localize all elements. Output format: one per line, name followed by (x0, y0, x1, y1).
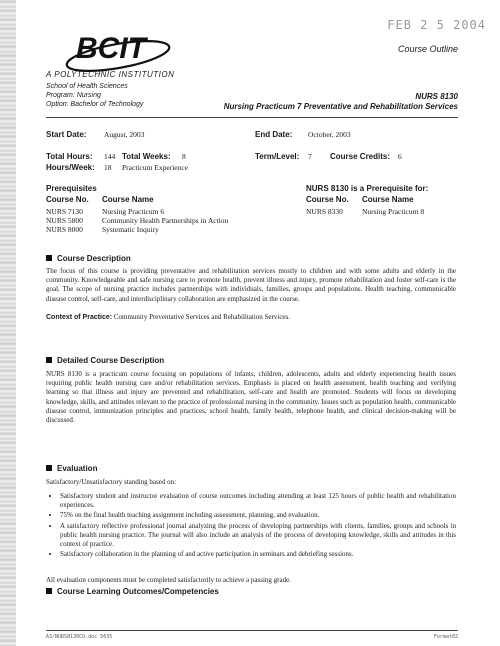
section-title: Course Description (57, 254, 131, 263)
hours-week-note: Practicum Experience (122, 163, 189, 172)
hours-week-label: Hours/Week: (46, 163, 95, 172)
section-bullet-icon (46, 588, 52, 594)
course-description-text: The focus of this course is providing preventative and rehabilitation services mostly to children and with some adults and elderly in the community. Knowledgeable and safe nursing care to promote health, prevent illness and injury, promote rehabilitation and foster self-care is the goal. The scope of nursing practice includes partnerships with individuals, families, groups and populations. Health teaching, communicable disease control, self-care, and interdisciplinary collaboration are emphasized in the course. (46, 267, 456, 303)
prereq-name: Community Health Partnerships in Action (102, 216, 229, 225)
prereq-for-col-no: Course No. (306, 195, 349, 204)
start-date-value: August, 2003 (104, 130, 145, 139)
prereq-for-name: Nursing Practicum 8 (362, 207, 425, 216)
section-title: Course Learning Outcomes/Competencies (57, 587, 219, 596)
section-bullet-icon (46, 255, 52, 261)
course-credits-label: Course Credits: (330, 152, 391, 161)
table-row (46, 207, 234, 216)
detailed-description-text: NURS 8130 is a practicum course focusing on populations of infants, children, adolescents, adults and elderly experiencing health issues requiring public health nursing care and/or rehabilitation services. Emphasis is placed on health assessment, health teaching and verifying learning so that illness and injury are prevented and rehabilitation, self-care and health are promoted. Students will focus on developing knowledge, skills, and attitudes relevant to the practice of professional nursing in the community. Issues such as population health, communicable disease control, immunization principles and practices, school health, family health, telephone health, and clinical decision-making will be discussed. (46, 370, 456, 425)
list-item: • Satisfactory collaboration in the planning of and active participation in seminars and debriefing sessions. (60, 550, 456, 559)
course-credits-value: 6 (398, 152, 402, 161)
prereq-table (46, 207, 234, 234)
section-bullet-icon (46, 465, 52, 471)
total-weeks-label: Total Weeks: (122, 152, 171, 161)
end-date-value: October, 2003 (308, 130, 351, 139)
footer-file: A3/NURS8130CO.doc 5635 (46, 634, 113, 640)
term-level-value: 7 (308, 152, 312, 161)
section-title: Evaluation (57, 464, 98, 473)
doc-type: Course Outline (397, 44, 458, 54)
footer-rule (46, 630, 458, 631)
outcomes-heading (46, 587, 219, 596)
course-title: Nursing Practicum 7 Preventative and Rehabilitation Services (223, 102, 458, 111)
prereq-no: NURS 8000 (46, 225, 83, 234)
school-name: School of Health Sciences (46, 83, 128, 90)
prereq-name: Systematic Inquiry (102, 225, 159, 234)
evaluation-intro: Satisfactory/Unsatisfactory standing based on: (46, 478, 177, 486)
prereq-for-no: NURS 8330 (306, 207, 343, 216)
start-date-label: Start Date: (46, 130, 87, 139)
section-bullet-icon (46, 357, 52, 363)
context-label: Context of Practice: (46, 314, 113, 321)
list-item: • A satisfactory reflective professional journal analyzing the process of developing partnerships with clients, families, groups and schools in public health nursing practice. The journal will also include an analysis of the process of developing knowledge, skills and attitudes in this context of practice. (60, 522, 456, 550)
section-title: Detailed Course Description (57, 356, 165, 365)
table-row (46, 216, 234, 225)
list-item: • Satisfactory student and instructor evaluation of course outcomes including attending at least 125 hours of public health and rehabilitation experiences. (60, 492, 456, 510)
total-weeks-value: 8 (182, 152, 186, 161)
logo-text: BCIT (76, 32, 146, 65)
prereq-col-name: Course Name (102, 195, 154, 204)
prereq-no: NURS 7130 (46, 207, 83, 216)
list-item: • 75% on the final health teaching assignment including assessment, planning, and evaluation. (60, 511, 456, 520)
prereq-no: NURS 5800 (46, 216, 83, 225)
prereq-name: Nursing Practicum 6 (102, 207, 165, 216)
end-date-label: End Date: (255, 130, 293, 139)
scan-edge (0, 0, 16, 646)
prereq-for-title: NURS 8130 is a Prerequisite for: (306, 184, 429, 193)
program-name: Program: Nursing (46, 92, 101, 99)
term-level-label: Term/Level: (255, 152, 300, 161)
footer-format: Format02 (433, 634, 458, 640)
tagline: A POLYTECHNIC INSTITUTION (46, 70, 175, 79)
school-block (46, 82, 143, 109)
prereq-col-no: Course No. (46, 195, 89, 204)
evaluation-heading (46, 464, 97, 473)
prerequisites-title: Prerequisites (46, 184, 97, 193)
detailed-description-heading (46, 356, 164, 365)
prereq-for-col-name: Course Name (362, 195, 414, 204)
course-code: NURS 8130 (415, 92, 458, 101)
total-hours-label: Total Hours: (46, 152, 93, 161)
table-row (306, 207, 430, 216)
total-hours-value: 144 (104, 152, 116, 161)
received-stamp: FEB 2 5 2004 (387, 18, 486, 32)
evaluation-list (46, 492, 456, 560)
table-row (46, 225, 234, 234)
evaluation-closing: All evaluation components must be completed satisfactorily to achieve a passing grade. (46, 576, 291, 584)
context-text: Community Preventative Services and Rehabilitation Services. (113, 313, 291, 321)
context-of-practice (46, 313, 456, 322)
prereq-for-table (306, 207, 430, 216)
header-rule (46, 117, 458, 118)
course-description-heading (46, 254, 131, 263)
hours-week-value: 18 (104, 163, 112, 172)
option-name: Option: Bachelor of Technology (46, 101, 144, 108)
